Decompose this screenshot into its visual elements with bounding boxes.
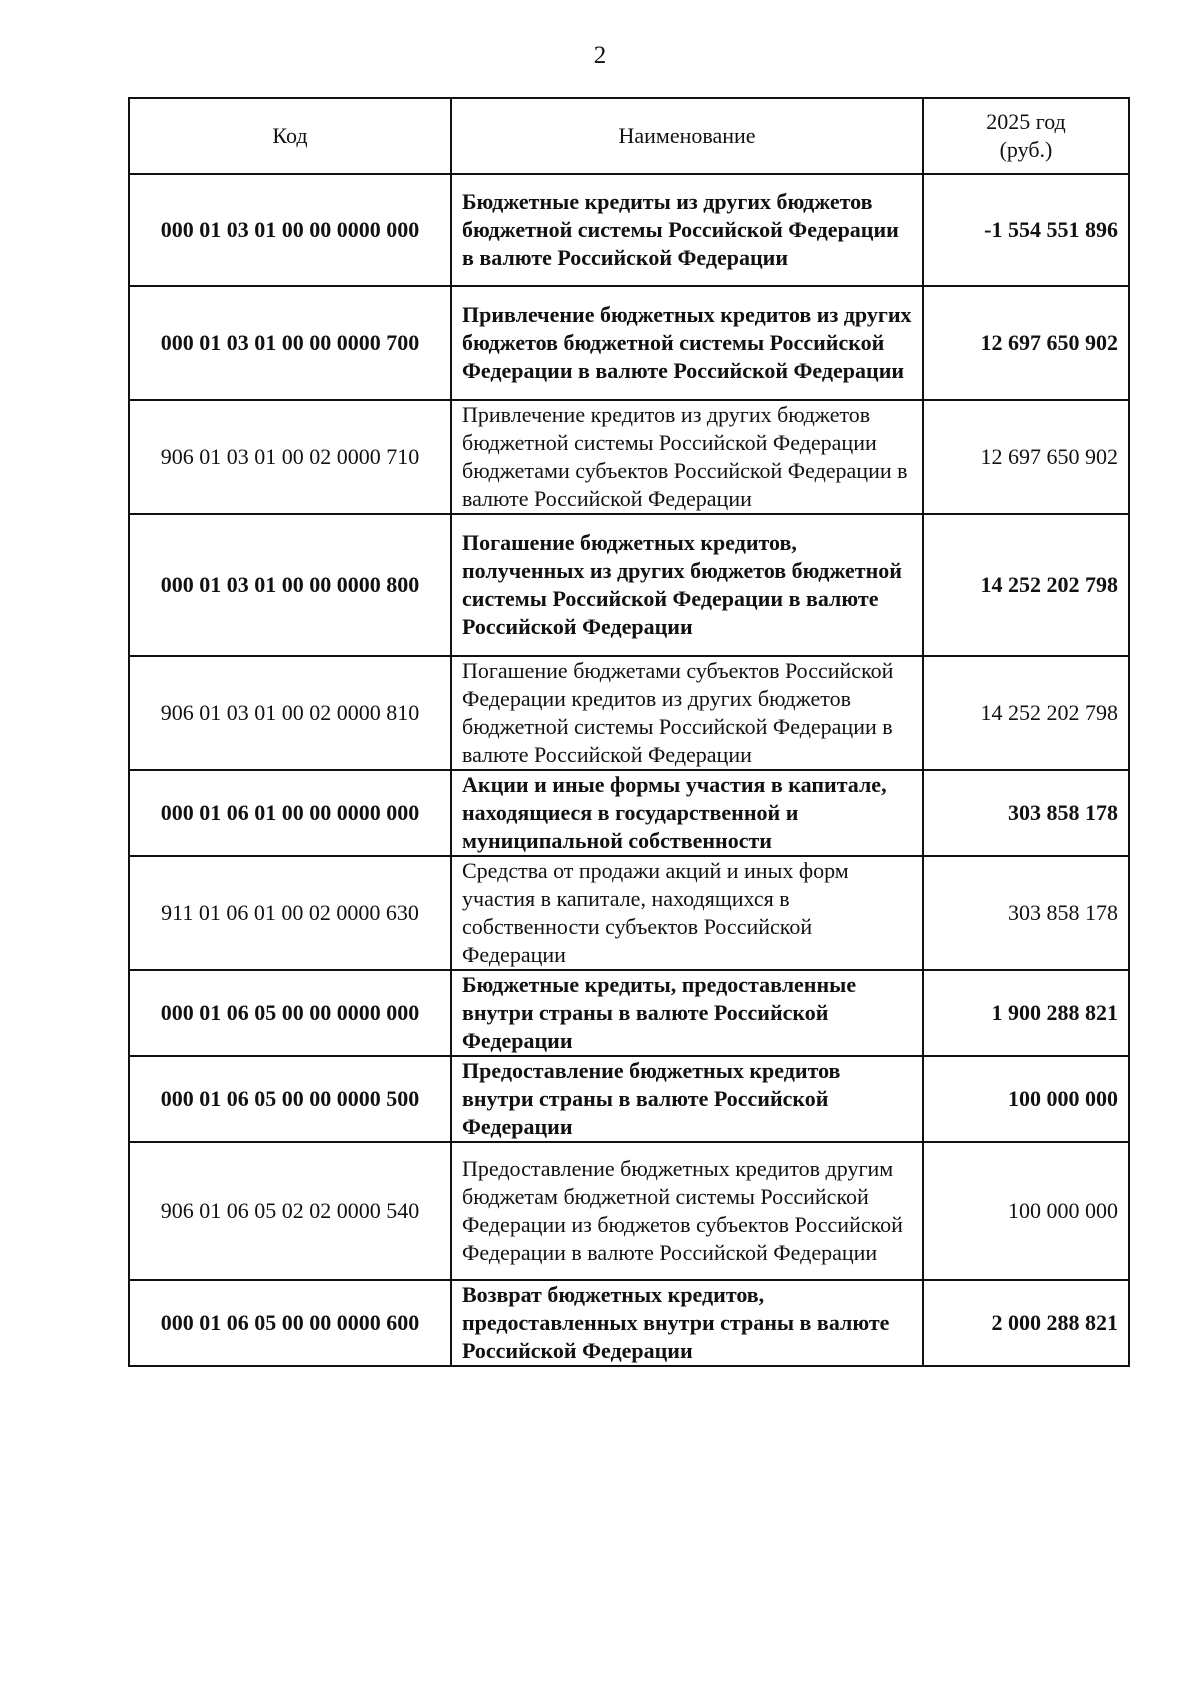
- row-amount: -1 554 551 896: [923, 174, 1129, 286]
- row-name: Бюджетные кредиты, предоставленные внутри страны в валюте Российской Федерации: [451, 970, 923, 1056]
- header-amount-year: 2025 год: [986, 109, 1066, 134]
- row-amount: 12 697 650 902: [923, 400, 1129, 514]
- table-row: [129, 970, 1129, 1056]
- table-row: [129, 286, 1129, 400]
- row-code: 000 01 03 01 00 00 0000 800: [129, 514, 451, 656]
- table-row: [129, 400, 1129, 514]
- table-row: [129, 1280, 1129, 1366]
- row-amount: 303 858 178: [923, 770, 1129, 856]
- row-code: 906 01 03 01 00 02 0000 810: [129, 656, 451, 770]
- table-row: [129, 856, 1129, 970]
- row-code: 000 01 06 05 00 00 0000 000: [129, 970, 451, 1056]
- row-amount: 100 000 000: [923, 1142, 1129, 1280]
- row-amount: 1 900 288 821: [923, 970, 1129, 1056]
- table-row: [129, 174, 1129, 286]
- row-name: Средства от продажи акций и иных форм участия в капитале, находящихся в собственности субъектов Российской Федерации: [451, 856, 923, 970]
- row-name: Акции и иные формы участия в капитале, находящиеся в государственной и муниципальной собственности: [451, 770, 923, 856]
- row-code: 906 01 03 01 00 02 0000 710: [129, 400, 451, 514]
- row-amount: 100 000 000: [923, 1056, 1129, 1142]
- row-code: 000 01 03 01 00 00 0000 700: [129, 286, 451, 400]
- row-name: Погашение бюджетных кредитов, полученных из других бюджетов бюджетной системы Российской Федерации в валюте Российской Федерации: [451, 514, 923, 656]
- header-amount: [923, 98, 1129, 174]
- row-amount: 12 697 650 902: [923, 286, 1129, 400]
- row-code: 000 01 03 01 00 00 0000 000: [129, 174, 451, 286]
- row-name: Погашение бюджетами субъектов Российской Федерации кредитов из других бюджетов бюджетной системы Российской Федерации в валюте Российской Федерации: [451, 656, 923, 770]
- table-row: [129, 770, 1129, 856]
- row-name: Возврат бюджетных кредитов, предоставленных внутри страны в валюте Российской Федерации: [451, 1280, 923, 1366]
- row-name: Привлечение бюджетных кредитов из других бюджетов бюджетной системы Российской Федерации в валюте Российской Федерации: [451, 286, 923, 400]
- row-code: 000 01 06 05 00 00 0000 500: [129, 1056, 451, 1142]
- table-row: [129, 1056, 1129, 1142]
- page-number: 2: [593, 42, 607, 69]
- budget-sources-table: [128, 97, 1130, 1367]
- header-code: Код: [129, 98, 451, 174]
- row-code: 911 01 06 01 00 02 0000 630: [129, 856, 451, 970]
- row-amount: 2 000 288 821: [923, 1280, 1129, 1366]
- row-amount: 14 252 202 798: [923, 514, 1129, 656]
- row-code: 000 01 06 01 00 00 0000 000: [129, 770, 451, 856]
- row-name: Предоставление бюджетных кредитов внутри страны в валюте Российской Федерации: [451, 1056, 923, 1142]
- table-row: [129, 1142, 1129, 1280]
- row-name: Бюджетные кредиты из других бюджетов бюджетной системы Российской Федерации в валюте Российской Федерации: [451, 174, 923, 286]
- row-name: Предоставление бюджетных кредитов другим бюджетам бюджетной системы Российской Федерации из бюджетов субъектов Российской Федерации в валюте Российской Федерации: [451, 1142, 923, 1280]
- row-amount: 14 252 202 798: [923, 656, 1129, 770]
- row-amount: 303 858 178: [923, 856, 1129, 970]
- row-name: Привлечение кредитов из других бюджетов бюджетной системы Российской Федерации бюджетами субъектов Российской Федерации в валюте Российской Федерации: [451, 400, 923, 514]
- header-amount-unit: (руб.): [999, 137, 1053, 162]
- row-code: 906 01 06 05 02 02 0000 540: [129, 1142, 451, 1280]
- table-header-row: [129, 98, 1129, 174]
- header-name: Наименование: [451, 98, 923, 174]
- table-row: [129, 514, 1129, 656]
- row-code: 000 01 06 05 00 00 0000 600: [129, 1280, 451, 1366]
- table-row: [129, 656, 1129, 770]
